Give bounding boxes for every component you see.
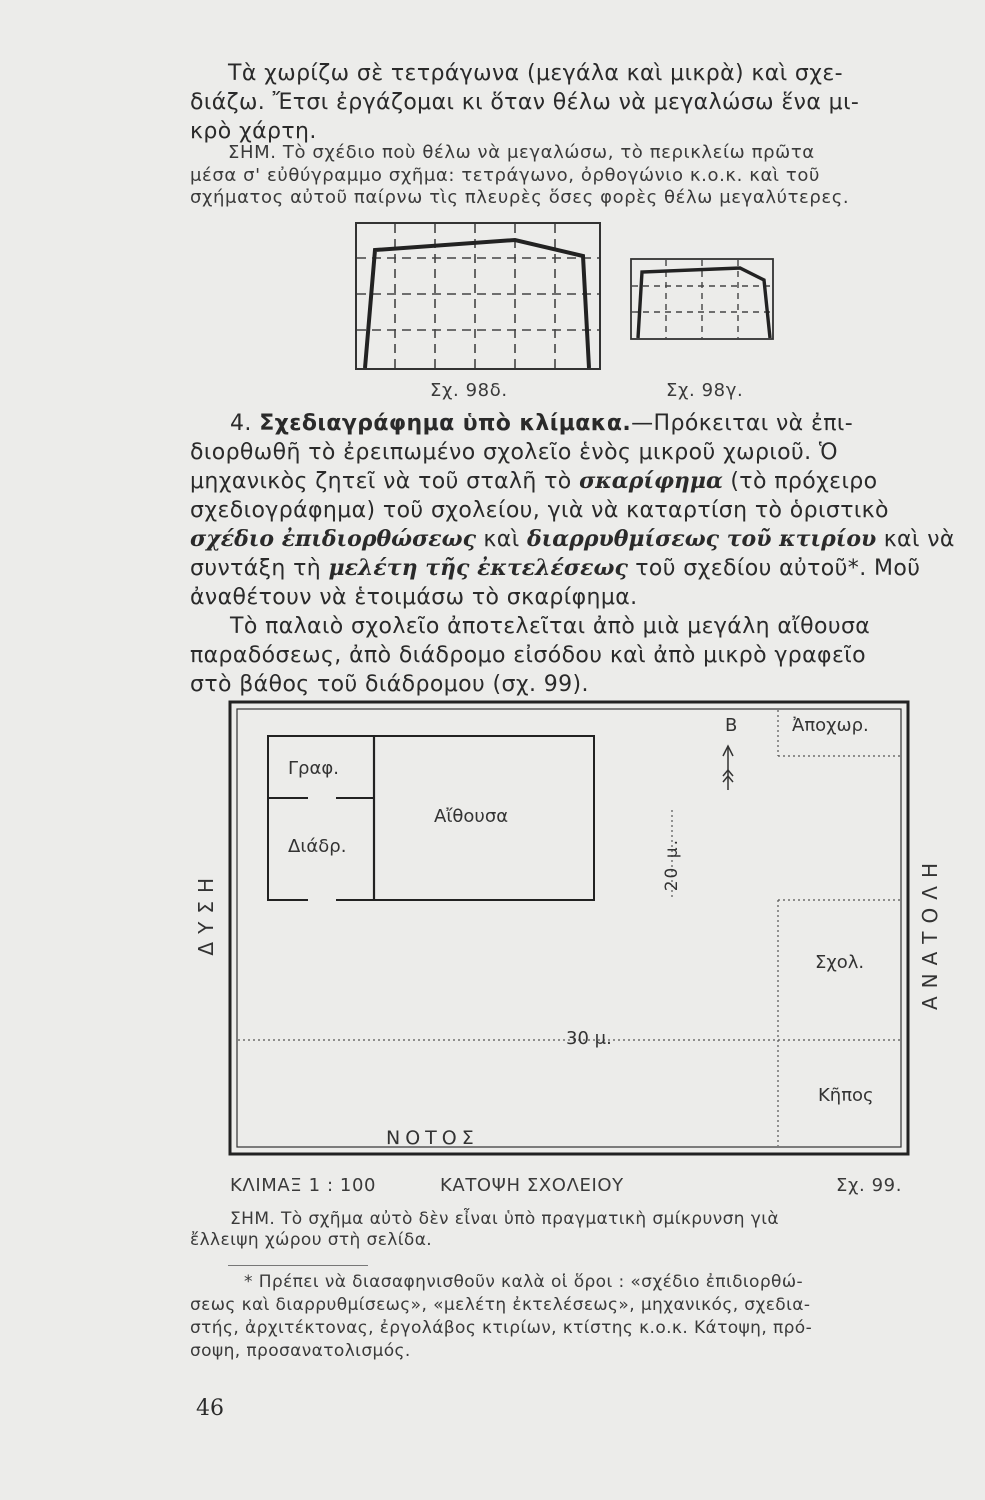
office-label: Γραφ. xyxy=(288,758,339,779)
garden-label: Κῆπος xyxy=(818,1085,874,1106)
section-4-line-9: παραδόσεως, ἀπὸ διάδρομο εἰσόδου καὶ ἀπὸ μικρὸ γραφεῖο xyxy=(190,643,866,668)
figure-98d-caption: Σχ. 98δ. xyxy=(430,380,508,401)
intro-line-2: διάζω. Ἔτσι ἐργάζομαι κι ὅταν θέλω νὰ μεγαλώσω ἕνα μι- xyxy=(190,90,860,115)
section-number: 4. xyxy=(230,411,252,436)
length-30m-label: 30 μ. xyxy=(566,1028,612,1049)
plan-title: ΚΑΤΟΨΗ ΣΧΟΛΕΙΟΥ xyxy=(440,1175,624,1196)
plan-scale: ΚΛΙΜΑΞ 1 : 100 xyxy=(230,1175,377,1196)
figure-98d-grid xyxy=(355,222,603,372)
plan-note-line-2: ἔλλειψη χώρου στὴ σελίδα. xyxy=(190,1230,433,1250)
section-4-line-1: 4. Σχεδιαγράφημα ὑπὸ κλίμακα.—Πρόκειται νὰ ἐπι- xyxy=(230,411,854,436)
plan-note-line-1: ΣΗΜ. Τὸ σχῆμα αὐτὸ δὲν εἶναι ὑπὸ πραγματικὴ σμίκρυνση γιὰ xyxy=(230,1209,779,1229)
footnote-line-1: * Πρέπει νὰ διασαφηνισθοῦν καλὰ οἱ ὅροι : «σχέδιο ἐπιδιορθώ- xyxy=(244,1272,804,1292)
section-4-line-2: διορθωθῆ τὸ ἐρειπωμένο σχολεῖο ἑνὸς μικροῦ χωριοῦ. Ὁ xyxy=(190,440,838,465)
section-4-line-6: συντάξη τὴ μελέτη τῆς ἐκτελέσεως τοῦ σχεδίου αὐτοῦ*. Μοῦ xyxy=(190,555,921,581)
intro-line-1: Τὰ χωρίζω σὲ τετράγωνα (μεγάλα καὶ μικρὰ) καὶ σχε- xyxy=(228,61,844,86)
north-label: Β xyxy=(725,715,738,736)
figure-98g-grid xyxy=(630,258,776,342)
section-4-line-7: ἀναθέτουν νὰ ἑτοιμάσω τὸ σκαρίφημα. xyxy=(190,585,638,610)
section-4-line-10: στὸ βάθος τοῦ διάδρομου (σχ. 99). xyxy=(190,672,589,697)
intro-line-3: κρὸ χάρτη. xyxy=(190,119,317,144)
east-label: ΑΝΑΤΟΛΗ xyxy=(918,855,942,1011)
page-number: 46 xyxy=(196,1396,224,1421)
section-heading: Σχεδιαγράφημα ὑπὸ κλίμακα. xyxy=(259,411,632,436)
footnote-line-3: στής, ἀρχιτέκτονας, ἐργολάβος κτιρίων, κτίστης κ.ο.κ. Κάτοψη, πρό- xyxy=(190,1318,813,1338)
footnote-line-4: σοψη, προσανατολισμός. xyxy=(190,1341,411,1361)
note-line-2: μέσα σ' εὐθύγραμμο σχῆμα: τετράγωνο, ὀρθογώνιο κ.ο.κ. καὶ τοῦ xyxy=(190,165,820,186)
west-label: ΔΥΣΗ xyxy=(194,870,218,956)
footnote-line-2: σεως καὶ διαρρυθμίσεως», «μελέτη ἐκτελέσεως», μηχανικός, σχεδια- xyxy=(190,1295,811,1315)
plan-figure-number: Σχ. 99. xyxy=(836,1175,903,1196)
south-label: ΝΟΤΟΣ xyxy=(386,1127,479,1149)
note-line-1: ΣΗΜ. Τὸ σχέδιο ποὺ θέλω νὰ μεγαλώσω, τὸ περικλείω πρῶτα xyxy=(228,142,815,163)
width-20m-label: 20 μ. xyxy=(662,838,682,892)
figure-98g-caption: Σχ. 98γ. xyxy=(666,380,744,401)
hall-label: Αἴθουσα xyxy=(434,806,509,827)
note-line-3: σχήματος αὐτοῦ παίρνω τὶς πλευρὲς ὅσες φορὲς θέλω μεγαλύτερες. xyxy=(190,187,850,208)
school-yard-label: Σχολ. xyxy=(815,952,865,973)
section-4-line-8: Τὸ παλαιὸ σχολεῖο ἀποτελεῖται ἀπὸ μιὰ μεγάλη αἴθουσα xyxy=(230,614,871,639)
footnote-divider xyxy=(228,1265,368,1266)
corridor-label: Διάδρ. xyxy=(288,836,347,857)
section-4-line-5: σχέδιο ἐπιδιορθώσεως καὶ διαρρυθμίσεως τοῦ κτιρίου καὶ νὰ xyxy=(190,526,955,552)
section-4-line-3: μηχανικὸς ζητεῖ νὰ τοῦ σταλῆ τὸ σκαρίφημα (τὸ πρόχειρο xyxy=(190,468,878,494)
setback-label: Ἀποχωρ. xyxy=(792,715,869,736)
north-arrow-icon xyxy=(723,746,733,790)
section-4-line-4: σχεδιογράφημα) τοῦ σχολείου, γιὰ νὰ καταρτίση τὸ ὁριστικὸ xyxy=(190,498,889,523)
